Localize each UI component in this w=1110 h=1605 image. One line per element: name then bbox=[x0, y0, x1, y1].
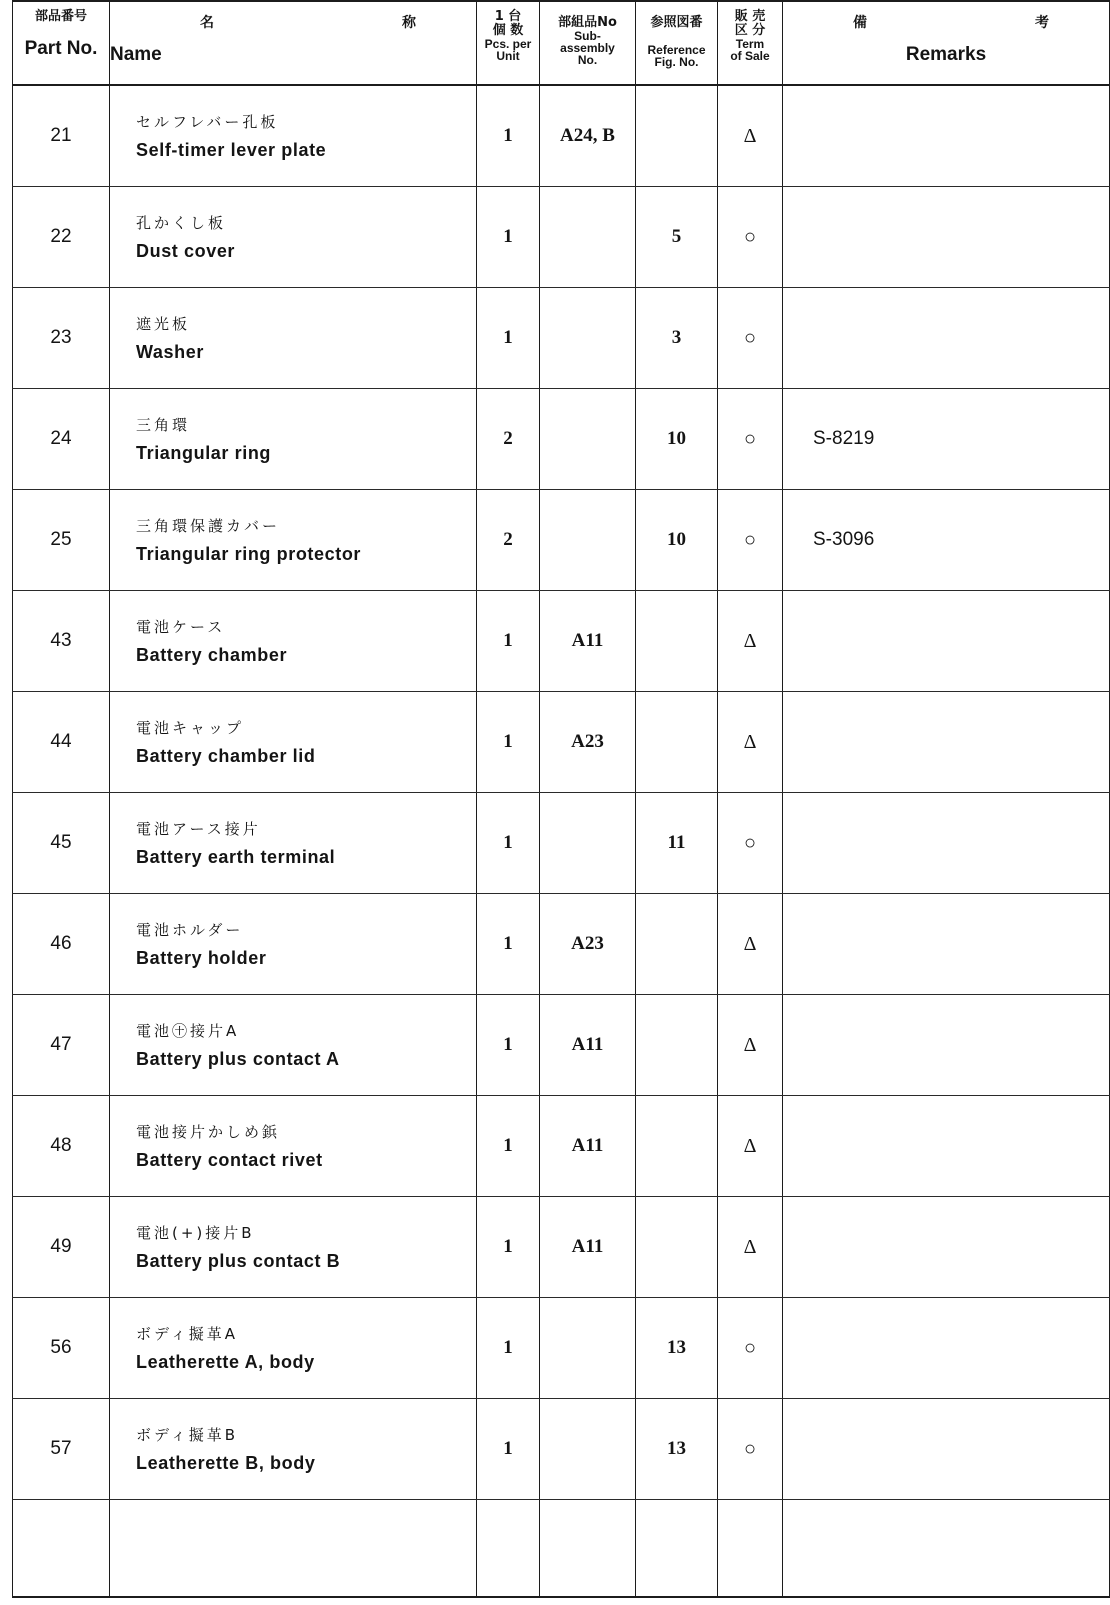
reference-fig-cell bbox=[636, 1096, 718, 1197]
name-cell bbox=[110, 1197, 477, 1298]
remarks-header-jp-right: 考 bbox=[1035, 15, 1049, 31]
subassembly-cell: A24, B bbox=[540, 85, 636, 187]
remarks-cell bbox=[783, 85, 1110, 187]
pcs-cell: 1 bbox=[477, 288, 540, 389]
remarks-cell bbox=[783, 591, 1110, 692]
part-no-cell: 24 bbox=[13, 389, 110, 490]
subassembly-cell bbox=[540, 1298, 636, 1399]
reference-fig-cell bbox=[636, 995, 718, 1096]
part-no-cell: 22 bbox=[13, 187, 110, 288]
part-no-cell: 21 bbox=[13, 85, 110, 187]
subassembly-header-jp: 部組品No bbox=[558, 15, 617, 30]
term-of-sale-cell: Δ bbox=[718, 1197, 783, 1298]
term-of-sale-cell: Δ bbox=[718, 894, 783, 995]
part-no-cell: 43 bbox=[13, 591, 110, 692]
subassembly-header-en-1: Sub- bbox=[574, 29, 601, 43]
name-en: Self-timer lever plate bbox=[136, 140, 327, 160]
term-of-sale-cell: Δ bbox=[718, 85, 783, 187]
remarks-cell bbox=[783, 187, 1110, 288]
reference-fig-cell: 10 bbox=[636, 389, 718, 490]
name-cell bbox=[110, 793, 477, 894]
subassembly-cell bbox=[540, 288, 636, 389]
remarks-cell bbox=[783, 1197, 1110, 1298]
remarks-cell bbox=[783, 894, 1110, 995]
part-no-cell: 44 bbox=[13, 692, 110, 793]
remarks-cell bbox=[783, 692, 1110, 793]
pcs-cell: 1 bbox=[477, 793, 540, 894]
empty-cell bbox=[13, 1500, 110, 1598]
pcs-header-en-2: Unit bbox=[496, 49, 520, 63]
empty-cell bbox=[718, 1500, 783, 1598]
name-en: Battery holder bbox=[136, 948, 267, 968]
name-jp: 電池アース接片 bbox=[136, 820, 261, 838]
part-no-cell: 48 bbox=[13, 1096, 110, 1197]
name-cell bbox=[110, 995, 477, 1096]
part-no-header-en: Part No. bbox=[24, 38, 98, 59]
part-no-cell: 56 bbox=[13, 1298, 110, 1399]
remarks-cell: S-8219 bbox=[783, 389, 1110, 490]
name-header-en: Name bbox=[110, 44, 162, 65]
remarks-cell bbox=[783, 288, 1110, 389]
name-en: Battery chamber bbox=[136, 645, 288, 665]
remarks-cell bbox=[783, 1298, 1110, 1399]
name-en: Leatherette B, body bbox=[136, 1453, 316, 1473]
subassembly-cell: A11 bbox=[540, 591, 636, 692]
subassembly-header bbox=[540, 1, 636, 85]
empty-cell bbox=[110, 1500, 477, 1598]
pcs-cell: 2 bbox=[477, 389, 540, 490]
term-of-sale-header-en-2: of Sale bbox=[730, 49, 770, 63]
part-no-header-jp: 部品番号 bbox=[34, 9, 87, 24]
subassembly-cell bbox=[540, 1399, 636, 1500]
name-en: Battery earth terminal bbox=[136, 847, 336, 867]
name-jp: 電池ホルダー bbox=[136, 921, 244, 939]
term-of-sale-cell: ○ bbox=[718, 187, 783, 288]
term-of-sale-cell: ○ bbox=[718, 389, 783, 490]
subassembly-cell: A11 bbox=[540, 1096, 636, 1197]
term-of-sale-cell: ○ bbox=[718, 793, 783, 894]
empty-cell bbox=[636, 1500, 718, 1598]
name-cell bbox=[110, 1399, 477, 1500]
reference-fig-cell: 3 bbox=[636, 288, 718, 389]
subassembly-cell: A23 bbox=[540, 894, 636, 995]
name-cell bbox=[110, 1096, 477, 1197]
term-of-sale-header bbox=[718, 1, 783, 85]
table-row bbox=[13, 1298, 1110, 1399]
pcs-header bbox=[477, 1, 540, 85]
reference-fig-cell bbox=[636, 85, 718, 187]
subassembly-cell bbox=[540, 389, 636, 490]
pcs-cell: 1 bbox=[477, 692, 540, 793]
parts-table bbox=[12, 0, 1110, 1598]
subassembly-cell bbox=[540, 793, 636, 894]
name-jp: 電池ケース bbox=[136, 618, 226, 636]
empty-cell bbox=[783, 1500, 1110, 1598]
name-en: Battery contact rivet bbox=[136, 1150, 323, 1170]
name-jp: 電池(+)接片B bbox=[136, 1224, 255, 1242]
subassembly-cell: A11 bbox=[540, 995, 636, 1096]
term-of-sale-cell: ○ bbox=[718, 1399, 783, 1500]
reference-fig-header-jp: 参照図番 bbox=[650, 15, 703, 30]
name-jp: 電池キャップ bbox=[136, 719, 245, 737]
name-jp: 電池㊉接片A bbox=[136, 1022, 240, 1040]
table-row bbox=[13, 187, 1110, 288]
reference-fig-header-en-2: Fig. No. bbox=[654, 55, 699, 69]
term-of-sale-cell: Δ bbox=[718, 995, 783, 1096]
reference-fig-header bbox=[636, 1, 718, 85]
remarks-header bbox=[783, 1, 1110, 85]
name-en: Battery plus contact B bbox=[136, 1251, 341, 1271]
name-jp: 孔かくし板 bbox=[136, 214, 227, 232]
empty-table-row bbox=[13, 1500, 1110, 1598]
pcs-cell: 2 bbox=[477, 490, 540, 591]
name-jp: ボディ擬革A bbox=[136, 1325, 239, 1343]
name-jp: 三角環 bbox=[136, 416, 191, 434]
name-header-jp bbox=[110, 2, 476, 32]
table-row bbox=[13, 85, 1110, 187]
subassembly-cell bbox=[540, 187, 636, 288]
term-of-sale-header-jp-1: 販 売 bbox=[734, 9, 766, 24]
pcs-cell: 1 bbox=[477, 1399, 540, 1500]
reference-fig-cell bbox=[636, 1197, 718, 1298]
name-cell bbox=[110, 389, 477, 490]
table-row bbox=[13, 793, 1110, 894]
name-jp: ボディ擬革B bbox=[136, 1426, 239, 1444]
subassembly-cell bbox=[540, 490, 636, 591]
term-of-sale-header-jp-2: 区 分 bbox=[734, 23, 766, 38]
part-no-cell: 49 bbox=[13, 1197, 110, 1298]
reference-fig-cell: 13 bbox=[636, 1399, 718, 1500]
pcs-header-jp-2: 個 数 bbox=[492, 23, 524, 38]
remarks-header-en: Remarks bbox=[905, 44, 987, 65]
name-cell bbox=[110, 187, 477, 288]
subassembly-header-en-2: assembly bbox=[560, 41, 615, 55]
name-en: Washer bbox=[136, 342, 204, 362]
remarks-cell bbox=[783, 995, 1110, 1096]
name-cell bbox=[110, 692, 477, 793]
name-cell bbox=[110, 288, 477, 389]
table-row bbox=[13, 894, 1110, 995]
name-cell bbox=[110, 591, 477, 692]
part-no-cell: 23 bbox=[13, 288, 110, 389]
table-row bbox=[13, 1197, 1110, 1298]
name-header-jp-right: 称 bbox=[402, 15, 416, 31]
term-of-sale-header-en-1: Term bbox=[735, 37, 765, 51]
pcs-cell: 1 bbox=[477, 85, 540, 187]
reference-fig-cell: 10 bbox=[636, 490, 718, 591]
empty-cell bbox=[540, 1500, 636, 1598]
part-no-cell: 47 bbox=[13, 995, 110, 1096]
table-row bbox=[13, 692, 1110, 793]
part-no-cell: 46 bbox=[13, 894, 110, 995]
pcs-cell: 1 bbox=[477, 187, 540, 288]
parts-list-sheet bbox=[12, 0, 1110, 1605]
term-of-sale-cell: Δ bbox=[718, 1096, 783, 1197]
name-cell bbox=[110, 85, 477, 187]
table-row bbox=[13, 1399, 1110, 1500]
reference-fig-cell: 13 bbox=[636, 1298, 718, 1399]
name-header-jp-left: 名 bbox=[200, 15, 214, 31]
subassembly-cell: A11 bbox=[540, 1197, 636, 1298]
reference-fig-cell: 11 bbox=[636, 793, 718, 894]
name-jp: 三角環保護カバー bbox=[136, 517, 281, 535]
empty-cell bbox=[477, 1500, 540, 1598]
pcs-header-en-1: Pcs. per bbox=[484, 37, 532, 51]
term-of-sale-cell: Δ bbox=[718, 591, 783, 692]
table-row bbox=[13, 389, 1110, 490]
remarks-cell: S-3096 bbox=[783, 490, 1110, 591]
pcs-cell: 1 bbox=[477, 1197, 540, 1298]
remarks-cell bbox=[783, 1399, 1110, 1500]
pcs-cell: 1 bbox=[477, 995, 540, 1096]
remarks-cell bbox=[783, 1096, 1110, 1197]
name-cell bbox=[110, 894, 477, 995]
reference-fig-cell bbox=[636, 894, 718, 995]
subassembly-cell: A23 bbox=[540, 692, 636, 793]
table-row bbox=[13, 288, 1110, 389]
pcs-header-jp-1: 1 台 bbox=[494, 9, 522, 24]
pcs-cell: 1 bbox=[477, 894, 540, 995]
table-row bbox=[13, 1096, 1110, 1197]
reference-fig-cell bbox=[636, 692, 718, 793]
reference-fig-cell: 5 bbox=[636, 187, 718, 288]
pcs-cell: 1 bbox=[477, 1298, 540, 1399]
term-of-sale-cell: Δ bbox=[718, 692, 783, 793]
part-no-cell: 25 bbox=[13, 490, 110, 591]
remarks-cell bbox=[783, 793, 1110, 894]
part-no-cell: 57 bbox=[13, 1399, 110, 1500]
name-en: Dust cover bbox=[136, 241, 236, 261]
name-en: Triangular ring bbox=[136, 443, 272, 463]
term-of-sale-cell: ○ bbox=[718, 288, 783, 389]
remarks-header-jp-left: 備 bbox=[853, 15, 867, 31]
name-jp: 遮光板 bbox=[136, 315, 191, 333]
name-en: Triangular ring protector bbox=[136, 544, 362, 564]
pcs-cell: 1 bbox=[477, 591, 540, 692]
pcs-cell: 1 bbox=[477, 1096, 540, 1197]
name-en: Leatherette A, body bbox=[136, 1352, 315, 1372]
table-header-row bbox=[13, 1, 1110, 85]
part-no-cell: 45 bbox=[13, 793, 110, 894]
name-jp: セルフレバー孔板 bbox=[136, 113, 279, 131]
table-row bbox=[13, 591, 1110, 692]
reference-fig-header-en-1: Reference bbox=[647, 43, 706, 57]
term-of-sale-cell: ○ bbox=[718, 490, 783, 591]
table-row bbox=[13, 995, 1110, 1096]
name-header bbox=[110, 1, 477, 85]
table-row bbox=[13, 490, 1110, 591]
name-cell bbox=[110, 490, 477, 591]
term-of-sale-cell: ○ bbox=[718, 1298, 783, 1399]
remarks-header-jp bbox=[783, 2, 1109, 32]
name-en: Battery plus contact A bbox=[136, 1049, 340, 1069]
part-no-header bbox=[13, 1, 110, 85]
name-en: Battery chamber lid bbox=[136, 746, 316, 766]
name-cell bbox=[110, 1298, 477, 1399]
name-jp: 電池接片かしめ鋲 bbox=[136, 1123, 281, 1141]
reference-fig-cell bbox=[636, 591, 718, 692]
subassembly-header-en-3: No. bbox=[577, 53, 598, 67]
